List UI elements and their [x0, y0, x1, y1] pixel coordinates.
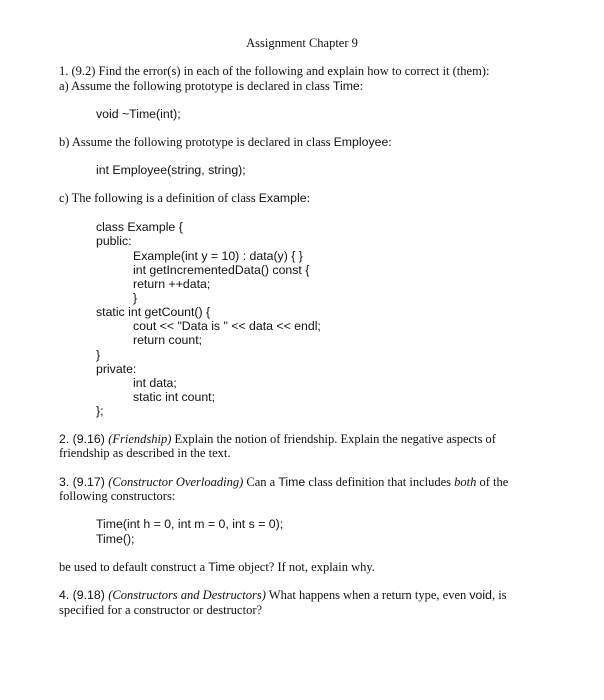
code-line: Example(int y = 10) : data(y) { }	[133, 249, 303, 263]
q1-intro: 1. (9.2) Find the error(s) in each of the following and explain how to correct it (them):	[59, 64, 490, 78]
q1-part-b: b) Assume the following prototype is declared in class Employee:	[59, 135, 392, 149]
q3-after: be used to default construct a Time object? If not, explain why.	[59, 560, 375, 574]
q1-a-code: void ~Time(int);	[96, 107, 181, 121]
code-line: }	[133, 291, 138, 305]
code-line: };	[96, 404, 104, 418]
code-line: }	[96, 348, 101, 362]
code-line: static int count;	[133, 390, 216, 404]
q3-code-1: Time(int h = 0, int m = 0, int s = 0);	[96, 517, 284, 531]
q1-part-c: c) The following is a definition of class Example:	[59, 191, 311, 205]
q3-code-2: Time();	[96, 532, 135, 546]
q1-b-code: int Employee(string, string);	[96, 163, 246, 177]
code-line: return ++data;	[133, 277, 211, 291]
code-line: class Example {	[96, 220, 183, 234]
q3-line2: following constructors:	[59, 489, 176, 503]
page-title: Assignment Chapter 9	[246, 36, 358, 50]
q3-line1: 3. (9.17) (Constructor Overloading) Can a Time class definition that includes both of the	[59, 475, 509, 489]
code-line: int getIncrementedData() const {	[133, 263, 310, 277]
q4-line2: specified for a constructor or destructor?	[59, 603, 263, 617]
q2-line2: friendship as described in the text.	[59, 446, 231, 460]
code-line: cout << "Data is " << data << endl;	[133, 319, 321, 333]
code-line: public:	[96, 234, 132, 248]
q2-line1: 2. (9.16) (Friendship) Explain the notion of friendship. Explain the negative aspects of	[59, 432, 496, 446]
code-line: int data;	[133, 376, 177, 390]
q4-line1: 4. (9.18) (Constructors and Destructors) What happens when a return type, even void, is	[59, 588, 507, 602]
code-line: private:	[96, 362, 137, 376]
code-line: return count;	[133, 333, 203, 347]
q1-part-a: a) Assume the following prototype is declared in class Time:	[59, 79, 364, 93]
code-line: static int getCount() {	[96, 305, 211, 319]
